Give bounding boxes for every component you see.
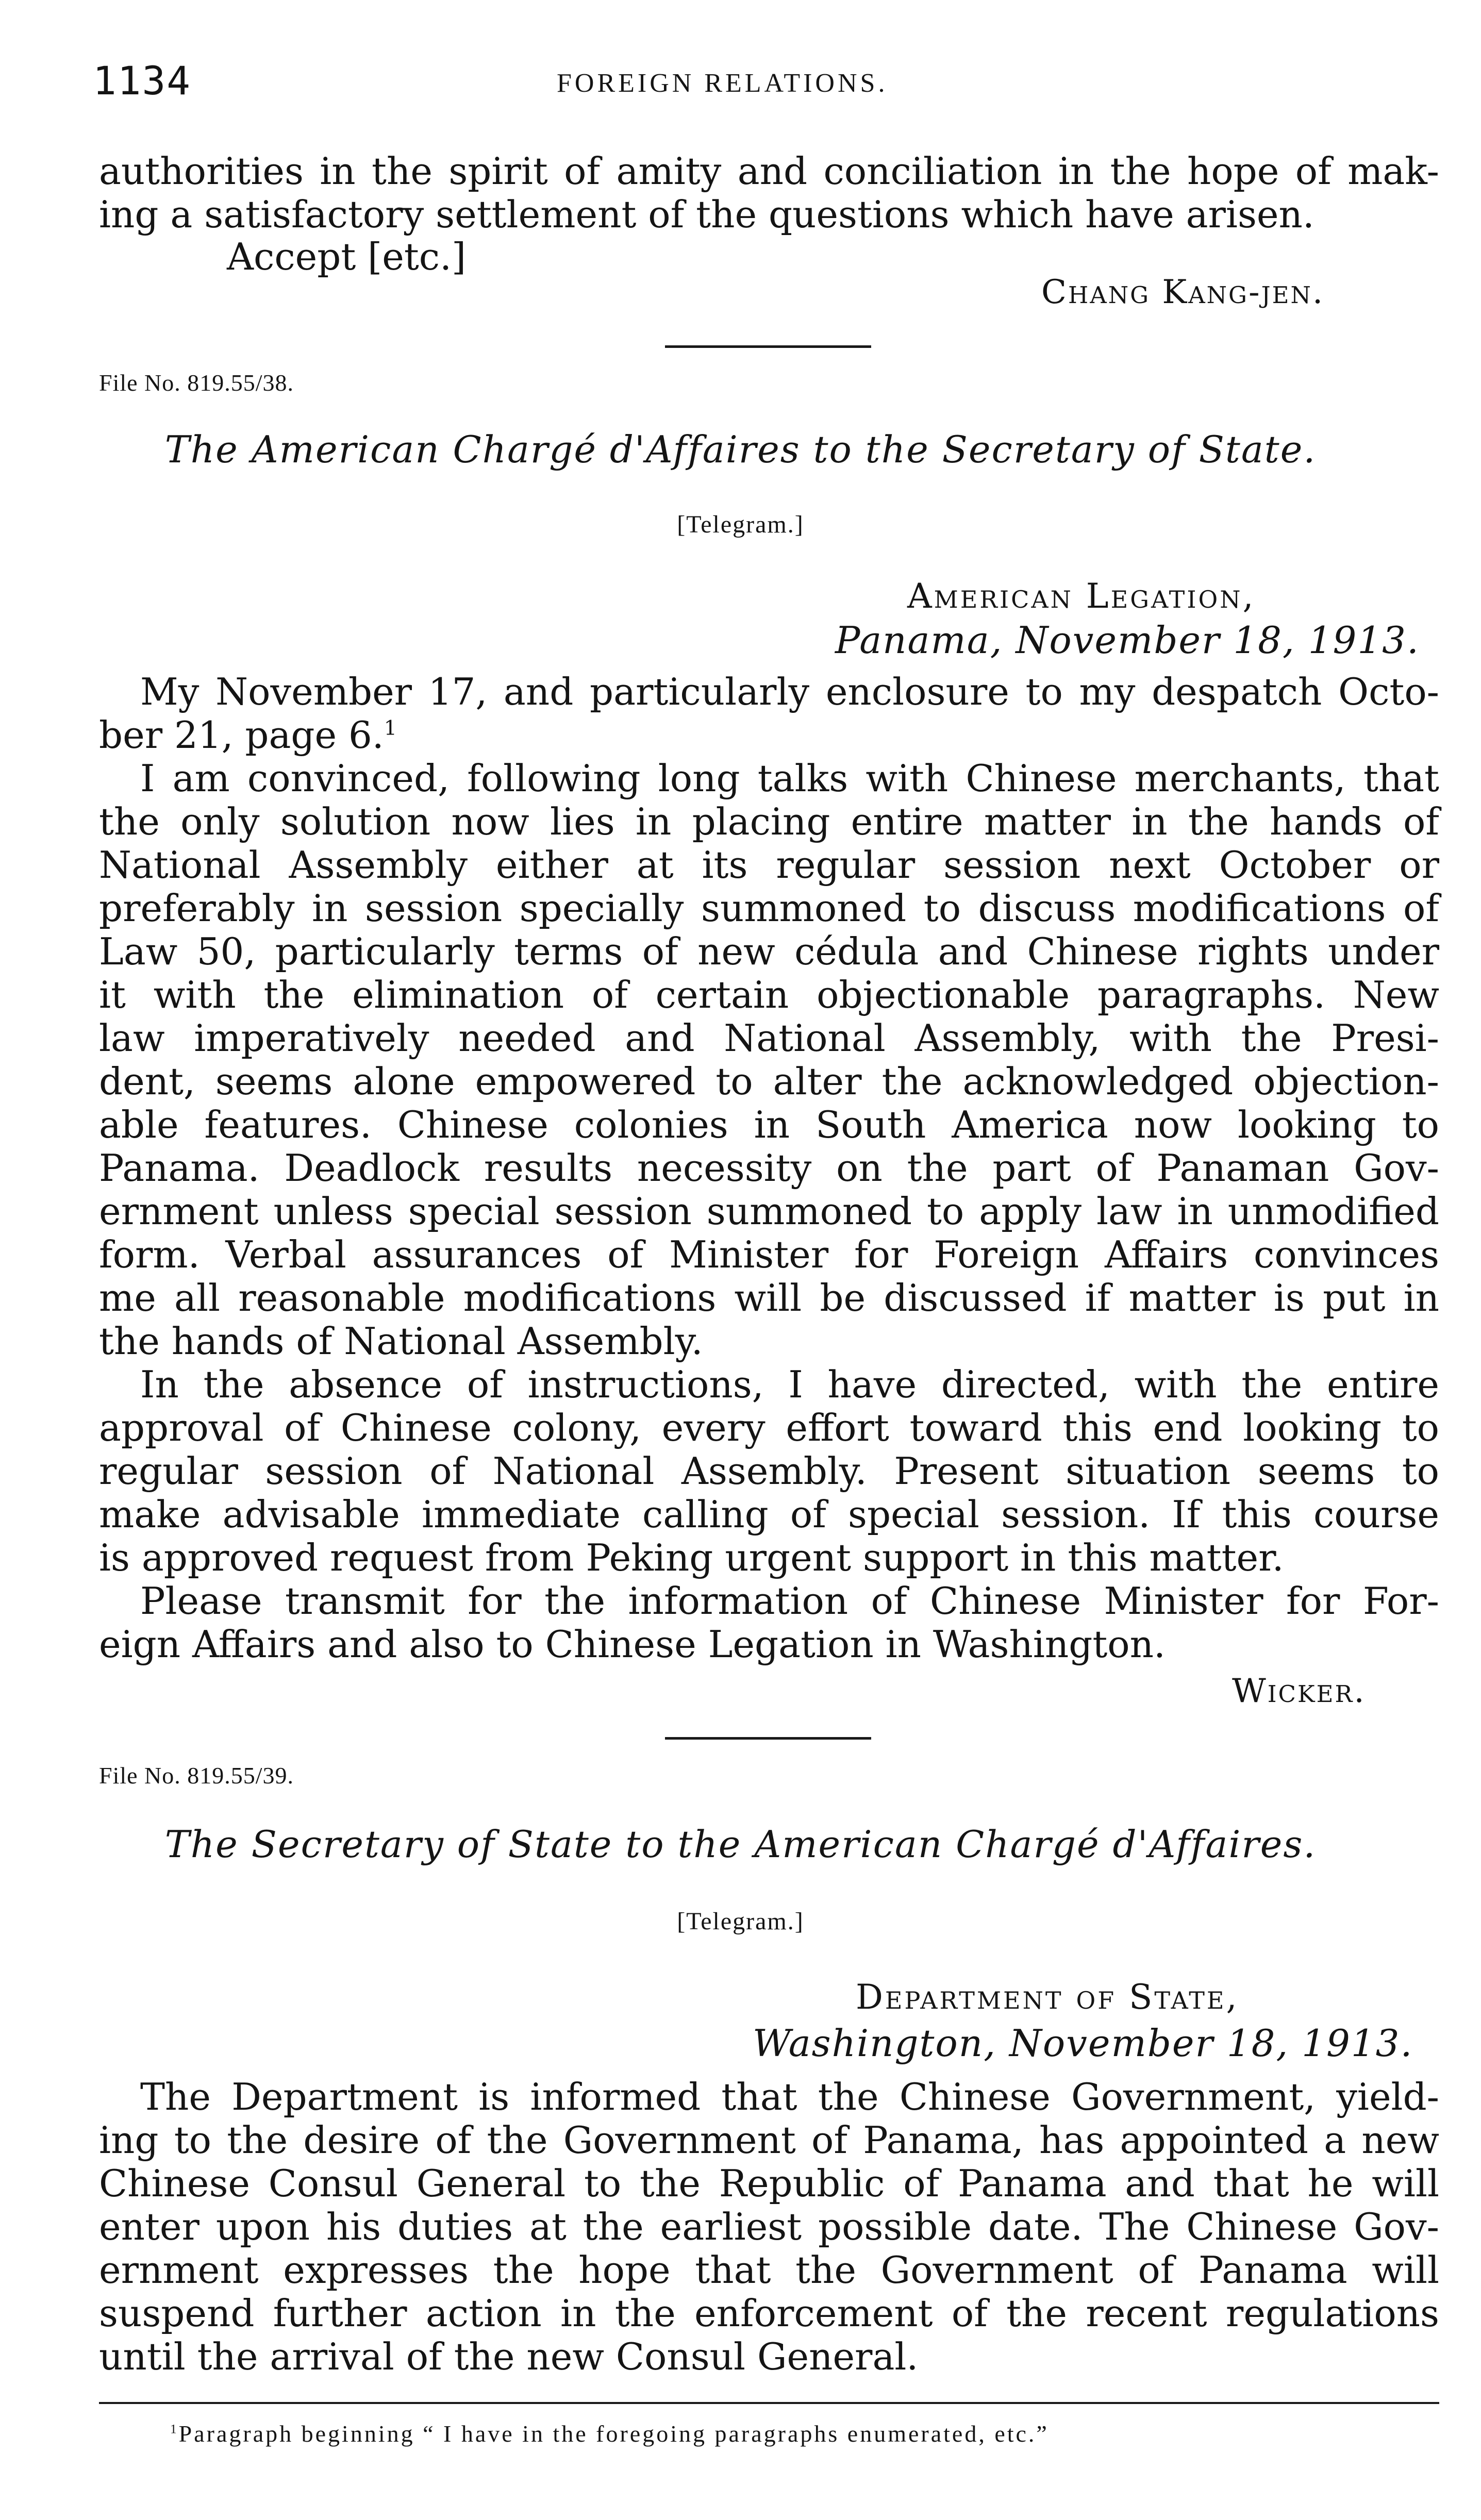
body-line: is approved request from Peking urgent support in this matter. (99, 1536, 1284, 1579)
footnote-rule (99, 2402, 1439, 2404)
body-line: dent, seems alone empowered to alter the acknowledged objection- (99, 1060, 1439, 1103)
body-line: The Department is informed that the Chinese Government, yield- (140, 2075, 1439, 2118)
body-line: eign Affairs and also to Chinese Legation in Washington. (99, 1623, 1166, 1666)
body-line (99, 713, 1439, 757)
body-line: National Assembly either at its regular session next October or (99, 843, 1439, 887)
separator-rule (665, 1737, 871, 1740)
telegram-label: [Telegram.] (677, 511, 804, 538)
body-line-text: ber 21, page 6. (99, 713, 384, 757)
file-number: File No. 819.55/39. (99, 1762, 294, 1789)
body-line: the hands of National Assembly. (99, 1320, 703, 1363)
body-line: In the absence of instructions, I have directed, with the entire (140, 1363, 1439, 1406)
body-line: ernment expresses the hope that the Government of Panama will (99, 2248, 1439, 2292)
sender-office: Department of State, (856, 1977, 1239, 2017)
body-line: Panama. Deadlock results necessity on the part of Panaman Gov- (99, 1146, 1439, 1190)
body-line: form. Verbal assurances of Minister for Foreign Affairs convinces (99, 1233, 1439, 1276)
body-line: preferably in session specially summoned to discuss modifications of (99, 887, 1439, 930)
signature: Chang Kang-jen. (1041, 273, 1325, 311)
dateline: Panama, November 18, 1913. (835, 619, 1420, 662)
document-title: The American Chargé d'Affaires to the Secretary of State. (164, 428, 1317, 471)
body-line: ing to the desire of the Government of Panama, has appointed a new (99, 2118, 1439, 2162)
document-title: The Secretary of State to the American Chargé d'Affaires. (164, 1823, 1317, 1866)
footnote (170, 2420, 1049, 2447)
body-line: approval of Chinese colony, every effort toward this end looking to (99, 1406, 1439, 1449)
body-line: regular session of National Assembly. Present situation seems to (99, 1449, 1439, 1493)
dateline: Washington, November 18, 1913. (753, 2022, 1413, 2065)
footnote-marker: 1 (170, 2422, 179, 2436)
closing-line: Accept [etc.] (227, 235, 467, 278)
separator-rule (665, 345, 871, 348)
body-line: suspend further action in the enforcement of the recent regulations (99, 2292, 1439, 2335)
footnote-ref: 1 (384, 716, 397, 740)
body-line: able features. Chinese colonies in South America now looking to (99, 1103, 1439, 1146)
body-line: law imperatively needed and National Assembly, with the Presi- (99, 1016, 1439, 1060)
page-number: 1134 (93, 58, 192, 104)
telegram-label: [Telegram.] (677, 1908, 804, 1935)
body-line: make advisable immediate calling of special session. If this course (99, 1493, 1439, 1536)
body-line: Law 50, particularly terms of new cédula and Chinese rights under (99, 930, 1439, 973)
body-line: My November 17, and particularly enclosure to my despatch Octo- (140, 670, 1439, 713)
body-line: Chinese Consul General to the Republic of Panama and that he will (99, 2162, 1439, 2205)
body-line: me all reasonable modifications will be discussed if matter is put in (99, 1276, 1439, 1320)
body-line: I am convinced, following long talks with Chinese merchants, that (140, 757, 1439, 800)
body-line: the only solution now lies in placing entire matter in the hands of (99, 800, 1439, 843)
body-line: until the arrival of the new Consul General. (99, 2335, 919, 2378)
body-line: Please transmit for the information of Chinese Minister for For- (140, 1579, 1439, 1623)
body-line: enter upon his duties at the earliest possible date. The Chinese Gov- (99, 2205, 1439, 2248)
body-line: it with the elimination of certain objectionable paragraphs. New (99, 973, 1439, 1016)
running-title: FOREIGN RELATIONS. (557, 69, 888, 98)
body-line: ernment unless special session summoned to apply law in unmodified (99, 1190, 1439, 1233)
file-number: File No. 819.55/38. (99, 370, 294, 396)
signature: Wicker. (1232, 1672, 1366, 1710)
body-line: authorities in the spirit of amity and conciliation in the hope of mak- (99, 149, 1439, 193)
sender-office: American Legation, (907, 576, 1256, 616)
body-line: ing a satisfactory settlement of the questions which have arisen. (99, 193, 1314, 236)
footnote-text: Paragraph beginning “ I have in the foregoing paragraphs enumerated, etc.” (178, 2421, 1049, 2447)
